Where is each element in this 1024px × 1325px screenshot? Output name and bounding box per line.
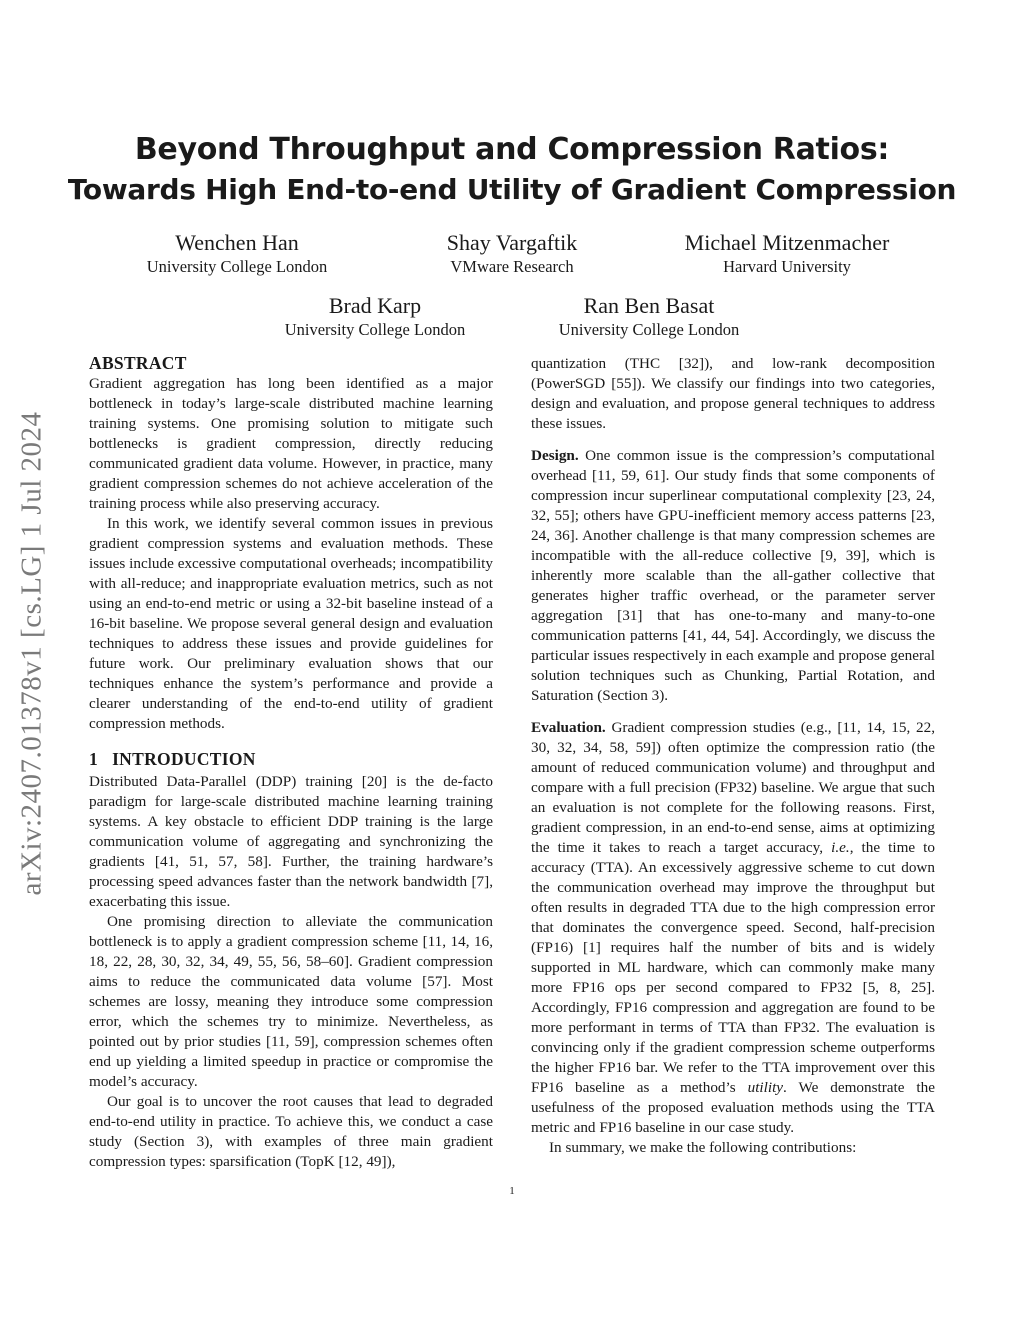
evaluation-label: Evaluation. — [531, 719, 606, 736]
design-text: One common issue is the compression’s computational overhead [11, 59, 61]. Our study finds that some components of compression incur superlinear computational complexity [23, 24, 32, 55]; others have GPU-inefficient memory access patterns [23, 24, 36]. Another challenge is that many compression schemes are incompatible with the all-reduce collective [9, 39], which is inherently more scalable than the all-gather collective that generates higher traffic overhead, or the parameter server aggregation [31] that has one-to-many and many-to-one communication patterns [41, 44, 54]. Accordingly, we discuss the particular issues respectively in each example and propose general solution techniques such as Chunking, Partial Rotation, and Saturation (Section 3). — [531, 447, 935, 704]
arxiv-sidebar — [10, 373, 54, 933]
evaluation-emphasis: i.e. — [831, 839, 850, 856]
author-affiliation: VMware Research — [450, 257, 574, 276]
evaluation-text: Gradient compression studies (e.g., [11, 14, 15, 22, 30, 32, 34, 58, 59]) often optimize the compression ratio (the amount of reduced communication volume) and throughput and compare with a full precision (FP32) baseline. We argue that such an evaluation is not complete for the following reasons. First, gradient compression, in an end-to-end sense, aims at optimizing the time it takes to reach a target accuracy, — [531, 719, 935, 856]
abstract-paragraph: Gradient aggregation has long been identified as a major bottleneck in today’s large-scale distributed machine learning training systems. One promising solution to mitigate such bottlenecks is gradient compression, directly reducing communicated gradient data volume. However, in practice, many gradient compression schemes do not achieve acceleration of the training process while also preserving accuracy. — [89, 375, 493, 512]
author-affiliation: Harvard University — [723, 257, 851, 276]
arxiv-identifier: arXiv:2407.01378v1 [cs.LG] 1 Jul 2024 — [15, 410, 48, 896]
summary-paragraph: In summary, we make the following contributions: — [549, 1139, 857, 1156]
intro-paragraph: Distributed Data-Parallel (DDP) training [20] is the de-facto paradigm for large-scale distributed machine learning training systems. A key obstacle to efficient DDP training is the large communication volume of aggregating and synchronizing the gradients [41, 51, 57, 58]. Further, the training hardware’s processing speed advances faster than the network bandwidth [7], exacerbating this issue. — [89, 773, 493, 910]
author-block — [479, 293, 819, 341]
design-label: Design. — [531, 447, 579, 464]
intro-paragraph: quantization (THC [32]), and low-rank decomposition (PowerSGD [55]). We classify our findings into two categories, design and evaluation, and propose general techniques to address these issues. — [531, 355, 935, 432]
page-number: 1 — [509, 1185, 515, 1197]
paper-title-line-2: Towards High End-to-end Utility of Gradient Compression — [67, 173, 957, 206]
author-block — [617, 230, 957, 278]
right-column — [531, 354, 935, 1158]
design-paragraph — [531, 446, 935, 706]
author-name: Brad Karp — [328, 293, 422, 318]
author-name: Shay Vargaftik — [446, 230, 578, 255]
author-affiliation: University College London — [284, 320, 466, 339]
author-affiliation: University College London — [146, 257, 328, 276]
author-name: Ran Ben Basat — [583, 293, 715, 318]
intro-paragraph: Our goal is to uncover the root causes that lead to degraded end-to-end utility in practice. To achieve this, we conduct a case study (Section 3), with examples of three main gradient compression types: sparsification (TopK [12, 49]), — [89, 1093, 493, 1170]
author-name: Michael Mitzenmacher — [684, 230, 890, 255]
evaluation-text: . We demonstrate the usefulness of the proposed evaluation methods using the TTA metric and FP16 baseline in our case study. — [531, 1079, 935, 1136]
abstract-paragraph: In this work, we identify several common issues in previous gradient compression systems and evaluation methods. These issues include excessive computational overheads; incompatibility with all-reduce; and inappropriate evaluation metrics, such as not using an end-to-end metric or using a 32-bit baseline instead of a 16-bit baseline. We propose several general design and evaluation techniques to address these issues and provide guidelines for future work. Our preliminary evaluation shows that our techniques enhance the system’s performance and provide a clearer understanding of the end-to-end utility of gradient compression methods. — [89, 515, 493, 732]
intro-paragraph: One promising direction to alleviate the communication bottleneck is to apply a gradient compression scheme [11, 14, 16, 18, 22, 28, 30, 32, 34, 49, 55, 56, 58–60]. Gradient compression aims to reduce the communicated data volume [57]. Most schemes are lossy, meaning they introduce some compression error, which the schemes try to minimize. Nevertheless, as pointed out by prior studies [11, 59], compression schemes often end up yielding a limited speedup in practice or compromise the model’s accuracy. — [89, 913, 493, 1090]
evaluation-paragraph — [531, 718, 935, 1138]
evaluation-emphasis: utility — [747, 1079, 784, 1096]
abstract-heading: ABSTRACT — [89, 353, 187, 373]
section-heading-introduction: 1 INTRODUCTION — [89, 749, 256, 769]
paper-title-line-1: Beyond Throughput and Compression Ratios: — [134, 132, 890, 167]
author-affiliation: University College London — [558, 320, 740, 339]
left-column — [89, 352, 493, 1172]
evaluation-text: , the time to accuracy (TTA). An excessively aggressive scheme to cut down the communication overhead may improve the throughput but often results in degraded TTA due to the high compression error that dominates the convergence speed. Second, half-precision (FP16) [1] requires half the number of bits and is widely supported in ML hardware, which can commonly make many more FP16 ops per second compared to FP32 [5, 8, 25]. Accordingly, FP16 compression and aggregation are found to be more performant in terms of TTA than FP32. The evaluation is convincing only if the gradient compression scheme outperforms the higher FP16 bar. We refer to the TTA improvement over this FP16 baseline as a method’s — [531, 839, 935, 1096]
author-name: Wenchen Han — [175, 230, 299, 255]
